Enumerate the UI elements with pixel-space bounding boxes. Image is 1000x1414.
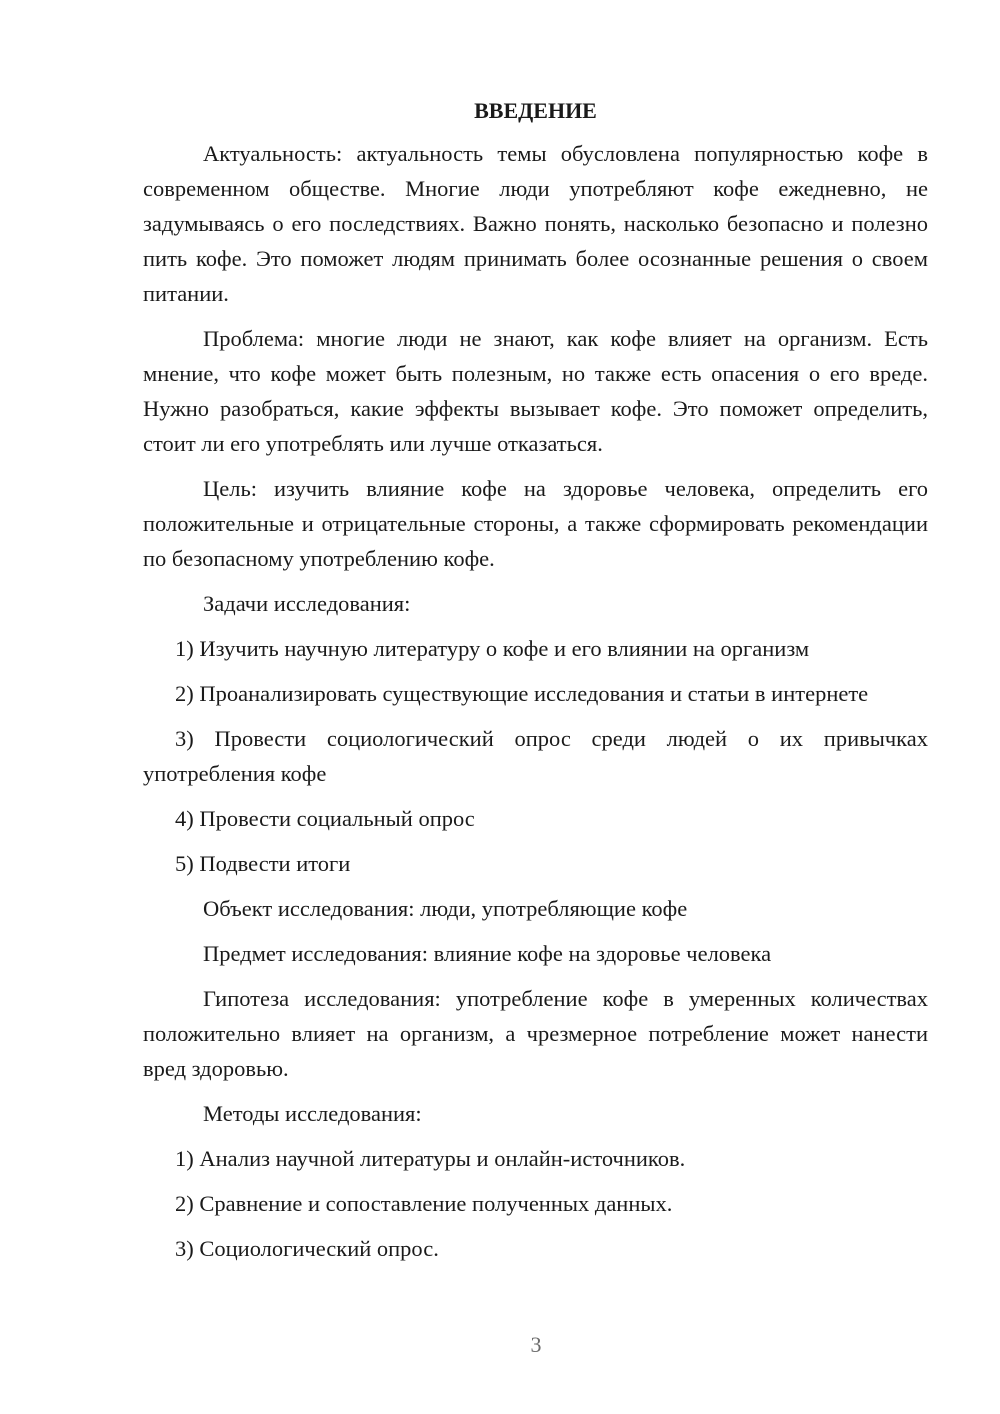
task-item-2: 2) Проанализировать существующие исследования и статьи в интернете (175, 681, 869, 706)
problem-paragraph: Проблема: многие люди не знают, как кофе влияет на организм. Есть мнение, что кофе может быть полезным, но также есть опасения о его вреде. Нужно разобраться, какие эффекты вызывает кофе. Это поможет определить, стоит ли его употреблять или лучше отказаться. (143, 326, 928, 456)
hypothesis-paragraph: Гипотеза исследования: употребление кофе в умеренных количествах положительно влияет на организм, а чрезмерное потребление может нанести вред здоровью. (143, 986, 928, 1081)
methods-heading: Методы исследования: (203, 1101, 422, 1126)
task-item-5: 5) Подвести итоги (175, 851, 351, 876)
tasks-heading: Задачи исследования: (203, 591, 411, 616)
page-number: 3 (530, 1332, 542, 1357)
document-page (143, 96, 928, 1276)
task-item-3: 3) Провести социологический опрос среди людей о их привычках употребления кофе (143, 726, 928, 786)
relevance-paragraph: Актуальность: актуальность темы обусловлена популярностью кофе в современном обществе. Многие люди употребляют кофе ежедневно, не задумываясь о его последствиях. Важно понять, насколько безопасно и полезно пить кофе. Это поможет людям принимать более осознанные решения о своем питании. (143, 141, 928, 306)
task-item-4: 4) Провести социальный опрос (175, 806, 475, 831)
goal-paragraph: Цель: изучить влияние кофе на здоровье человека, определить его положительные и отрицательные стороны, а также сформировать рекомендации по безопасному употреблению кофе. (143, 476, 928, 571)
method-item-3: 3) Социологический опрос. (175, 1236, 439, 1261)
method-item-2: 2) Сравнение и сопоставление полученных данных. (175, 1191, 673, 1216)
method-item-1: 1) Анализ научной литературы и онлайн-источников. (175, 1146, 686, 1171)
research-subject: Предмет исследования: влияние кофе на здоровье человека (203, 941, 772, 966)
section-heading: ВВЕДЕНИЕ (474, 98, 597, 123)
research-object: Объект исследования: люди, употребляющие кофе (203, 896, 688, 921)
task-item-1: 1) Изучить научную литературу о кофе и его влиянии на организм (175, 636, 810, 661)
